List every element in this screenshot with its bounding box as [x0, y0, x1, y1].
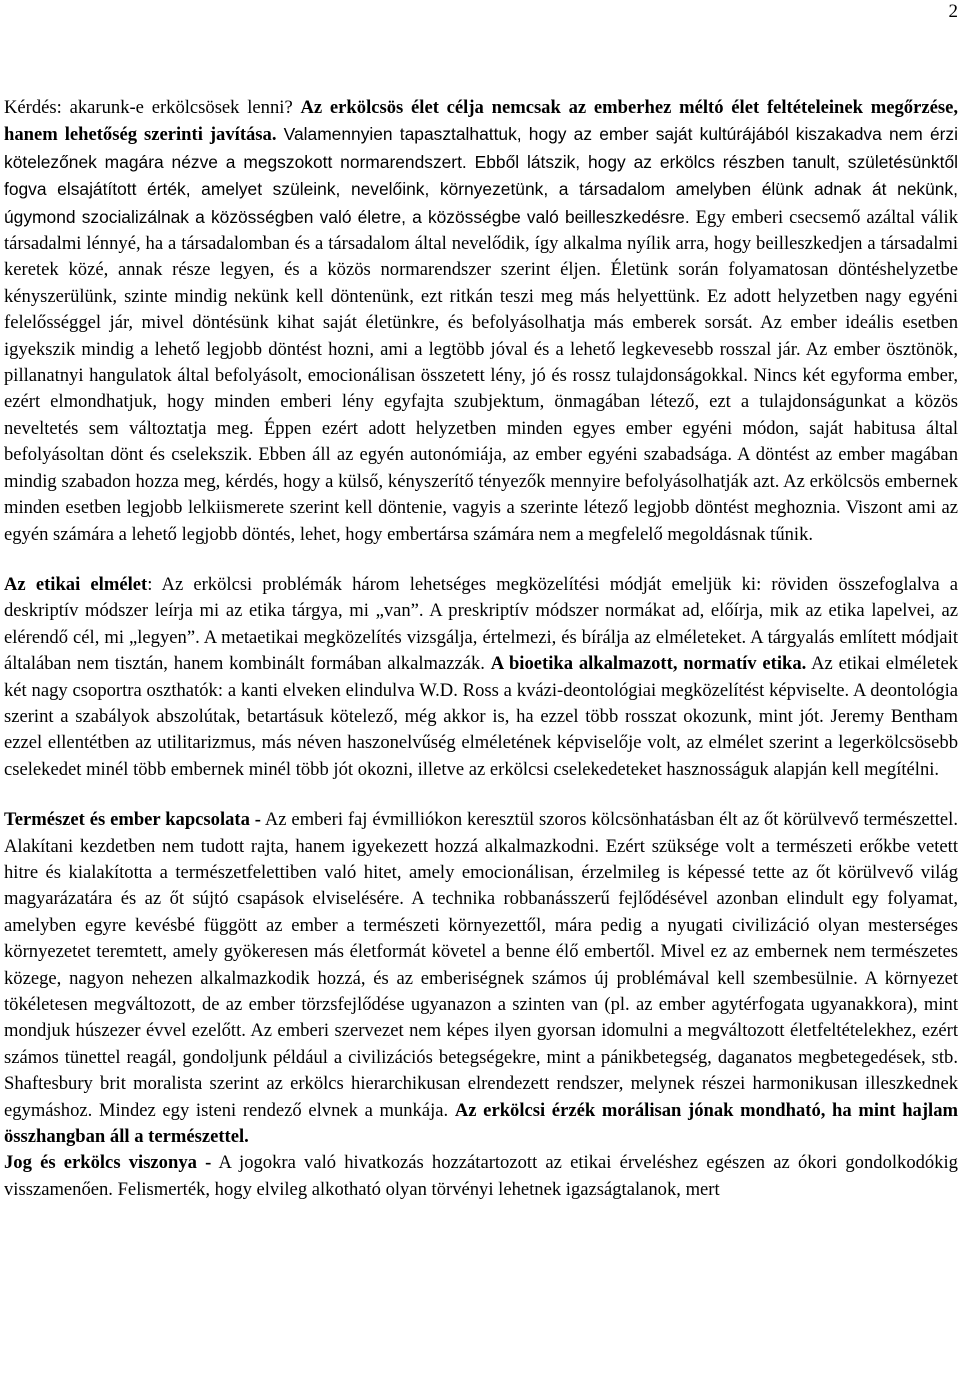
paragraph-body: Az etikai elméletek két nagy csoportra oszthatók: a kanti elveken elindulva W.D. Ross a kvázi-deontológiai megközelítést képviselte. A deontológia szerint a szabályok abszolútak, betartásuk kötelező, még akkor is, ha ezzel több rosszat okozunk, mint jót. Jeremy Bentham ezzel ellentétben az utilitarizmus, más néven haszonelvűség elméletének képviselője volt, az elmélet szerint a legerkölcsösebb cselekedet minél több embernek minél több jót okozni, illetve az erkölcsi cselekedeteket hasznosságuk alapján kell megítélni.	[4, 653, 958, 780]
paragraph-body: A jogokra való hivatkozás hozzátartozott az etikai érveléshez egészen az ókori gondolkodókig visszamenően. Felismerték, hogy elvileg alkotható olyan törvényi lehetnek igazságtalanok, mert	[4, 1152, 958, 1200]
bold-thesis: Az erkölcsös élet célja nemcsak az emberhez méltó élet feltételeinek megőrzése, hanem lehetőség szerinti javítása.	[4, 97, 958, 146]
bold-bioethics: A bioetika alkalmazott, normatív etika.	[490, 653, 807, 675]
paragraph-moral-question	[4, 95, 958, 548]
document-body	[4, 95, 958, 1203]
paragraph-body: : Az erkölcsi problémák három lehetséges megközelítési módját emeljük ki: röviden összefoglalva a deskriptív módszer leírja mi az etika tárgya, mi „van”. A preskriptív módszer normákat ad, előírja, mik az etika lapelvei, az elérendő cél, mi „legyen”. A metaetikai megközelítés vizsgálja, értelmezi, és bírálja az elméleteket. A tárgyalás említett módjait általában nem tisztán, hanem kombinált formában alkalmazzák.	[4, 573, 958, 675]
paragraph-ethical-theory	[4, 572, 958, 783]
sans-text-1: Valamennyien tapasztalhattuk, hogy az ember saját kultúrájából kiszakadva nem érzi kötelezőnek magára nézve a megszokott normarendszert.	[4, 124, 958, 172]
paragraph-body: Egy emberi csecsemő azáltal válik társadalmi lénnyé, ha a társadalomban és a társadalom által nevelődik, így alkalma nyílik arra, hogy beilleszkedjen a társadalmi keretek közé, annak része legyen, és a közös normarendszer szerint éljen. Életünk során folyamatosan döntéshelyzetbe kényszerülünk, szinte mindig nekünk kell döntenünk, ezt ritkán teszi meg más helyettünk. Ez adott helyzetben nagy egyéni felelősséggel jár, mivel döntésünk kihat saját életünkre, és befolyásolhatja más emberek sorsát. Az ember ideális esetben igyekszik mindig a lehető legjobb döntést hozni, ami a legtöbb jóval és a lehető legkevesebb rosszal jár. Az ember ösztönök, pillanatnyi hangulatok által befolyásolt, emocionálisan összetett lény, jó és rossz tulajdonságokkal. Nincs két egyforma ember, ezért elmondhatjuk, hogy minden emberi lény egyfajta szubjektum, önmagában létező, ezt a tulajdonságunkat a közös neveltetés sem változtatja meg. Éppen ezért adott helyzetben minden egyes ember egyéni módon, saját habitusa által befolyásoltan dönt és cselekszik. Ebben áll az egyén autonómiája, az ember egyéni szabadsága. A döntést az ember magában mindig szabadon hozza meg, kérdés, hogy a külső, kényszerítő tényezők mennyire befolyásolhatják azt. Az erkölcsös embernek minden esetben legjobb lelkiismerete szerint kell döntenie, vagyis a szerinte létező legjobb döntést meghoznia. Viszont ami az egyén számára a lehető legjobb döntés, lehet, hogy embertársa számára nem a megfelelő megoldásnak tűnik.	[4, 206, 959, 545]
question-text: Kérdés: akarunk-e erkölcsösek lenni?	[4, 97, 301, 118]
sans-text-2: Ebből látszik, hogy az erkölcs részben tanult, születésünktől fogva elsajátított érték, amelyet szüleink, nevelőink, környezetünk, a társadalom amelyben élünk adnak át nekünk, úgymond szocializálnak a közösségben való életre, a közösségbe való beilleszkedésre.	[4, 151, 958, 227]
section-heading-law-and-morality: Jog és erkölcs viszonya -	[4, 1152, 212, 1174]
bold-moral-sense: Az erkölcsi érzék morálisan jónak mondható, ha mint hajlam összhangban áll a természettel.	[4, 1099, 958, 1148]
paragraph-body: Az emberi faj évmilliókon keresztül szoros kölcsönhatásban élt az őt körülvevő természettel. Alakítani kezdetben nem tudott rajta, hanem igyekezett hozzá alkalmazkodni. Ezért szüksége volt a természeti erőkbe vetett hitre és kialakította a természetfelettiben való hitet, amely emocionálisan, érzelmileg is képessé tette az őt körülvevő világ magyarázatára és az őt sújtó csapások elviselésére. A technika robbanásszerű fejlődésével azonban elindult egy folyamat, amelyben egyre kevésbé függött az ember a természeti környezettől, mára pedig a nyugati civilizáció olyan mesterséges környezetet teremtett, amely gyökeresen más életformát követel a benne élő embertől. Mivel ez az embernek nem természetes közege, nagyon nehezen alkalmazkodik hozzá, és az emberiségnek számos új problémával kell szembesülnie. A környezet tökéletesen megváltozott, de az ember törzsfejlődése ugyanazon a szinten van (pl. az ember agytérfogata ugyanakkora), mint mondjuk húszezer évvel ezelőtt. Az emberi szervezet nem képes ilyen gyorsan idomulni a megváltozott életfeltételekhez, ezért számos tünettel reagál, gondoljunk például a civilizációs betegségekre, mint a pánikbetegség, daganatos megbetegedések, stb. Shaftesbury brit moralista szerint az erkölcs hierarchikusan elrendezett rendszer, melynek részei harmonikusan illeszkednek egymáshoz. Mindez egy isteni rendező elvnek a munkája.	[4, 809, 958, 1121]
section-heading-nature-and-man: Természet és ember kapcsolata -	[4, 809, 261, 831]
section-heading-ethical-theory: Az etikai elmélet	[4, 573, 148, 595]
paragraph-nature-and-man	[4, 807, 958, 1150]
paragraph-law-and-morality	[4, 1150, 958, 1203]
page-number: 2	[948, 1, 958, 22]
